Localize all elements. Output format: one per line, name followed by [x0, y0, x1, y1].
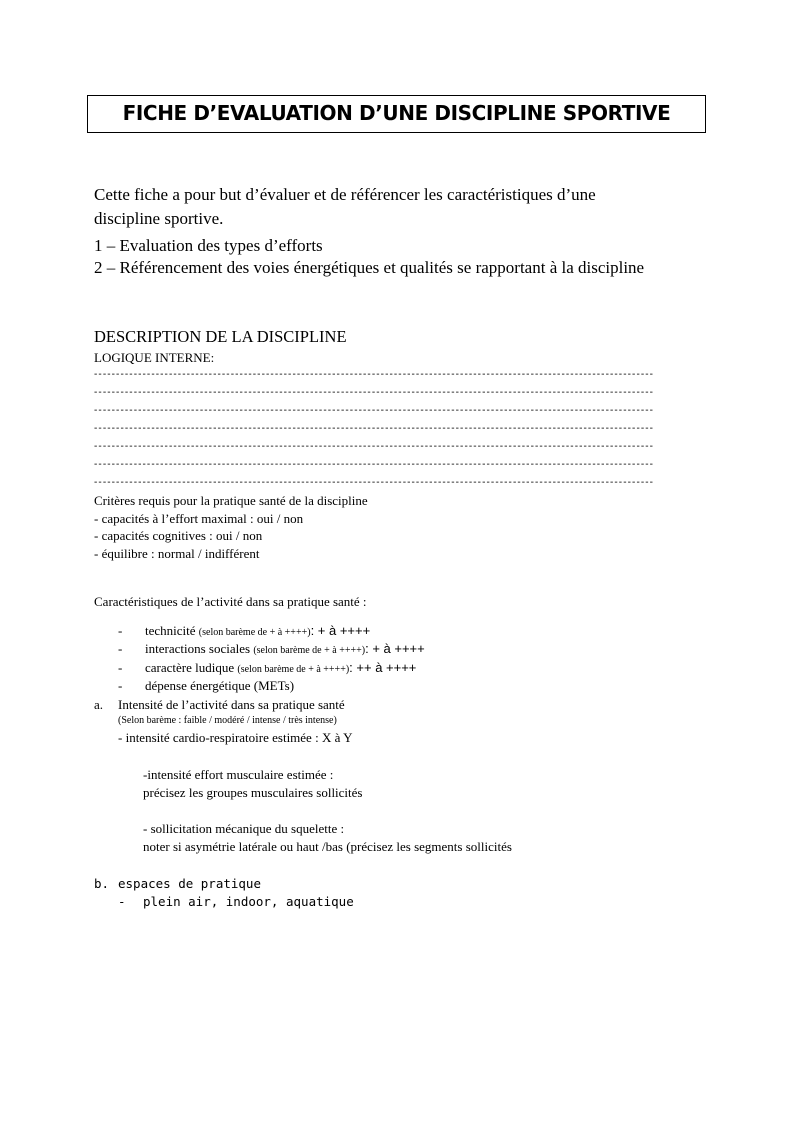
item-value: : + à ++++: [310, 623, 371, 638]
criteria-item: - équilibre : normal / indifférent: [94, 546, 260, 561]
item-label: interactions sociales: [145, 641, 251, 656]
logique-interne-label: LOGIQUE INTERNE:: [94, 350, 215, 365]
characteristics-item-technicite: [145, 623, 370, 639]
document-title: FICHE D’EVALUATION D’UNE DISCIPLINE SPORTIVE: [122, 101, 671, 125]
item-scale-note: (selon barème de + à ++++): [253, 645, 366, 656]
dashed-line-1: -------------------------------------------------------------------------------------------------------------------------------: [94, 369, 655, 380]
characteristics-item-interactions: [145, 641, 425, 657]
dashed-line-5: -------------------------------------------------------------------------------------------------------------------------------: [94, 441, 655, 452]
spaces-bullet: -: [118, 894, 126, 909]
intro-item-2: 2 – Référencement des voies énergétiques et qualités se rapportant à la discipline: [94, 258, 645, 277]
item-scale-note: (selon barème de + à ++++): [237, 664, 350, 675]
characteristics-bullet: -: [118, 660, 123, 675]
item-value: : + à ++++: [365, 641, 425, 656]
criteria-item: - capacités à l’effort maximal : oui / non: [94, 511, 304, 526]
criteria-item: - capacités cognitives : oui / non: [94, 528, 263, 543]
list-marker-b: b.: [94, 876, 110, 891]
characteristics-item-ludique: [145, 660, 416, 676]
dashed-line-3: -------------------------------------------------------------------------------------------------------------------------------: [94, 405, 655, 416]
muscle-intensity: -intensité effort musculaire estimée :: [143, 767, 334, 782]
intensity-heading: Intensité de l’activité dans sa pratique santé: [118, 697, 345, 712]
item-scale-note: (selon barème de + à ++++): [198, 627, 311, 638]
dashed-line-6: -------------------------------------------------------------------------------------------------------------------------------: [94, 459, 655, 470]
criteria-heading: Critères requis pour la pratique santé de la discipline: [94, 493, 368, 508]
spaces-heading: espaces de pratique: [118, 876, 261, 891]
characteristics-bullet: -: [118, 641, 123, 656]
spaces-item: plein air, indoor, aquatique: [143, 894, 354, 909]
dashed-line-7: -------------------------------------------------------------------------------------------------------------------------------: [94, 477, 655, 488]
dashed-line-2: -------------------------------------------------------------------------------------------------------------------------------: [94, 387, 655, 398]
muscle-groups-hint: précisez les groupes musculaires sollicités: [143, 785, 363, 800]
skeleton-asymmetry-hint: noter si asymétrie latérale ou haut /bas (précisez les segments sollicités: [143, 839, 512, 854]
skeleton-load: - sollicitation mécanique du squelette :: [143, 821, 345, 836]
intensity-scale-note: (Selon barème : faible / modéré / intense / très intense): [118, 715, 337, 726]
characteristics-bullet: -: [118, 678, 123, 693]
characteristics-bullet: -: [118, 623, 123, 638]
item-label: technicité: [145, 623, 196, 638]
characteristics-item-depense: dépense énergétique (METs): [145, 678, 295, 693]
dashed-line-4: -------------------------------------------------------------------------------------------------------------------------------: [94, 423, 655, 434]
item-value: : ++ à ++++: [349, 660, 417, 675]
list-marker-a: a.: [94, 697, 104, 712]
characteristics-heading: Caractéristiques de l’activité dans sa pratique santé :: [94, 594, 367, 609]
description-heading: DESCRIPTION DE LA DISCIPLINE: [94, 327, 347, 346]
item-label: caractère ludique: [145, 660, 235, 675]
cardio-intensity: - intensité cardio-respiratoire estimée : X à Y: [118, 730, 353, 745]
intro-line-1: Cette fiche a pour but d’évaluer et de référencer les caractéristiques d’une: [94, 185, 596, 204]
intro-line-2: discipline sportive.: [94, 209, 224, 228]
intro-item-1: 1 – Evaluation des types d’efforts: [94, 236, 323, 255]
